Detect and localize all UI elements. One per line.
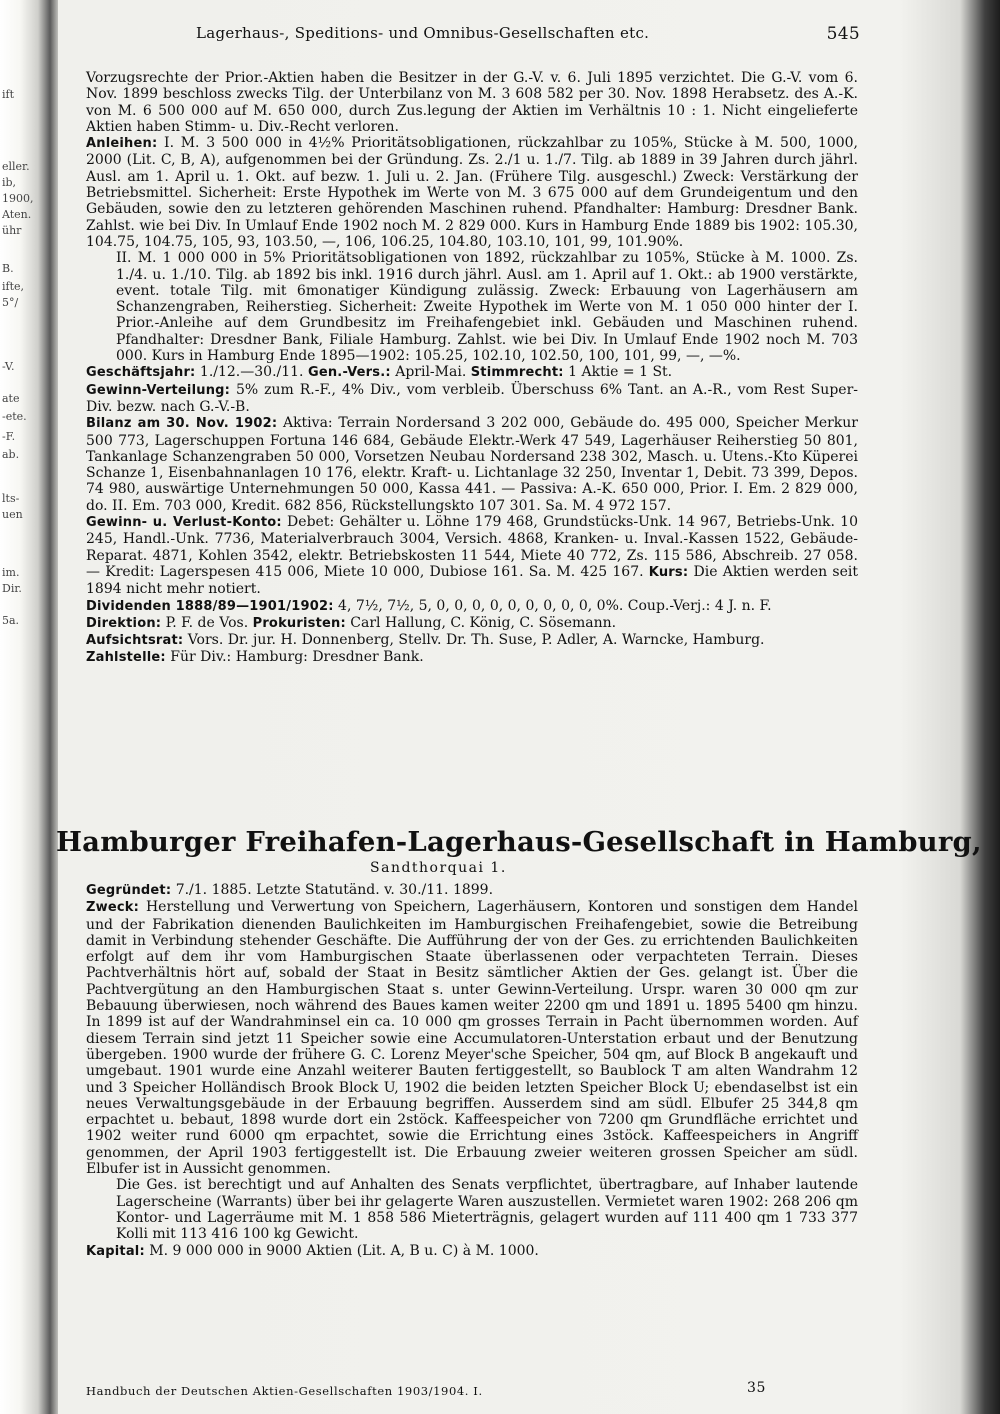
signature-mark: 35 [746, 1380, 766, 1396]
running-title: Lagerhaus-, Speditions- und Omnibus-Gesellschaften etc. [196, 24, 650, 42]
label-zweck: Zweck: [86, 900, 140, 916]
paragraph-vorzugsrechte: Vorzugsrechte der Prior.-Aktien haben die Besitzer in der G.-V. v. 6. Juli 1895 verzichtet. Die G.-V. vom 6. Nov. 1899 beschloss zwecks Tilg. der Unterbilanz von M. 3 608 582 per 30. Nov. 1898 Herabsetz. des A.-K. von M. 6 500 000 auf M. 650 000, durch Zus.legung der Aktien im Verhältnis 10 : 1. Nicht eingelieferte Aktien haben Stimm- u. Div.-Recht verloren. [86, 70, 858, 135]
label-kapital: Kapital: [86, 1243, 145, 1259]
label-zahlstelle: Zahlstelle: [86, 650, 166, 666]
paragraph-kapital: Kapital: M. 9 000 000 in 9000 Aktien (Lit. A, B u. C) à M. 1000. [86, 1242, 539, 1259]
gutter-fragment: ift [2, 88, 15, 101]
label-geschaeftsjahr: Geschäftsjahr: [86, 365, 196, 381]
label-bilanz: Bilanz am 30. Nov. 1902: [86, 416, 278, 432]
page-footer [86, 1380, 766, 1400]
footer-reference: Handbuch der Deutschen Aktien-Gesellschaften 1903/1904. I. [86, 1384, 483, 1398]
paragraph-aufsichtsrat: Aufsichtsrat: Vors. Dr. jur. H. Donnenberg, Stellv. Dr. Th. Suse, P. Adler, A. Warncke, Hamburg. [86, 632, 765, 649]
paragraph-gegruendet: Gegründet: 7./1. 1885. Letzte Statutänd. v. 30./11. 1899. [86, 882, 494, 898]
label-aufsichtsrat: Aufsichtsrat: [86, 633, 184, 649]
paragraph-anleihe-ii: II. M. 1 000 000 in 5% Prioritätsobligationen von 1892, rückzahlbar zu 105%, Stücke à M. 1000. Zs. 1./4. u. 1./10. Tilg. ab 1892 bis inkl. 1916 durch jährl. Ausl. am 1. April auf 1. Okt.: ab 1900 verstärkte, event. totale Tilg. mit 6monatiger Kündigung zulässig. Zweck: Erbauung von Lagerhäusern am Schanzengraben, Reiherstieg. Sicherheit: Zweite Hypothek im Werte von M. 1 050 000 hinter der I. Prior.-Anleihe auf dem Grundbesitz im Freihafengebiet inkl. Gebäuden und Maschinen ruhend. Pfandhalter: Dresdner Bank, Filiale Hamburg. Zahlst. wie bei Div. In Umlauf Ende 1902 noch M. 703 000. Kurs in Hamburg Ende 1895—1902: 105.25, 102.10, 102.50, 100, 101, 99, —, —%. [116, 250, 858, 365]
paragraph-gewinn-verlust: Gewinn- u. Verlust-Konto: Debet: Gehälter u. Löhne 179 468, Grundstücks-Unk. 14 967, Betriebs-Unk. 10 245, Handl.-Unk. 7736, Materialverbrauch 3004, Versich. 4868, Kranken- u. Inval.-Kassen 1522, Gebäude-Reparat. 4871, Kohlen 3542, elektr. Betriebskosten 11 544, Miete 40 772, Zs. 115 586, Abschreib. 27 058. — Kredit: Lagerspesen 415 006, Miete 10 000, Dubiose 161. Sa. M. 425 167. Kurs: Die Aktien werden seit 1894 nicht mehr notiert. [86, 514, 859, 598]
paragraph-bilanz: Bilanz am 30. Nov. 1902: Aktiva: Terrain Nordersand 3 202 000, Gebäude do. 495 000, Speicher Merkur 500 773, Lagerschuppen Fortuna 146 684, Gebäude Elektr.-Werk 47 549, Lagerhäuser Reiherstieg 50 801, Tankanlage Schanzengraben 50 000, Vorsetzen Neubau Nordersand 238 302, Masch. u. Utens.-Kto Küperei Schanze 1, Eisenbahnanlagen 10 176, elektr. Kraft- u. Lichtanlage 32 250, Inventar 1, Debit. 73 399, Depos. 74 980, auswärtige Unternehmungen 50 000, Kassa 441. — Passiva: A.-K. 650 000, Prior. I. Em. 2 829 000, do. II. Em. 703 000, Kredit. 682 856, Rückstellungskto 107 301. Sa. M. 4 972 157. [86, 415, 858, 514]
label-anleihen: Anleihen: [86, 136, 158, 152]
label-dividenden: Dividenden 1888/89—1901/1902: [86, 598, 334, 614]
label-stimmrecht: Stimmrecht: [470, 365, 564, 381]
running-header [100, 24, 860, 46]
gutter-fragment: -F. [2, 430, 16, 443]
gutter-fragment: 1900, [2, 192, 34, 205]
gutter-fragment: 5°/ [2, 296, 19, 309]
label-kurs: Kurs: [648, 564, 689, 580]
paragraph-zweck: Zweck: Herstellung und Verwertung von Speichern, Lagerhäusern, Kontoren und sonstigen dem Handel und der Fabrikation dienenden Baulichkeiten im Hamburgischen Freihafengebiet, sowie die Betreibung damit in Verbindung stehender Geschäfte. Die Aufführung der von der Ges. zu errichtenden Baulichkeiten erfolgt auf dem ihr vom Hamburgischen Staate überlassenen oder verpachteten Terrain. Dieses Pachtverhältnis hört auf, sobald der Staat in Besitz sämtlicher Aktien der Ges. gelangt ist. Über die Pachtvergütung an den Hamburgischen Staat s. unter Gewinn-Verteilung. Urspr. waren 30 000 qm zur Bebauung überwiesen, noch während des Baues kamen weiter 2200 qm und 1891 u. 1895 5400 qm hinzu. In 1899 ist auf der Wandrahminsel ein ca. 10 000 qm grosses Terrain in Pacht übernommen worden. Auf diesem Terrain sind jetzt 11 Speicher sowie eine Accumulatoren-Unterstation erbaut und der Benutzung übergeben. 1900 wurde der frühere G. C. Lorenz Meyer'sche Speicher, 504 qm, auf Block B angekauft und umgebaut. 1901 wurde eine Anzahl weiterer Bauten fertiggestellt, so Baublock T am alten Wandrahm 12 und 3 Speicher Holländisch Brook Block U, 1902 die beiden letzten Speicher Block U; ebendaselbst ist ein neues Verwaltungsgebäude in der Erbauung begriffen. Ausserdem sind am südl. Elbufer 25 344,8 qm erpachtet u. bebaut, 1898 wurde dort ein 2stöck. Kaffeespeicher von 7200 qm Grundfläche errichtet und 1902 weiter rund 6000 qm erpachtet, sowie die Errichtung eines 3stöck. Kaffeespeichers in Angriff genommen, der April 1903 fertiggestellt ist. Die Erbauung zweier weiteren grossen Speicher am südl. Elbufer ist in Aussicht genommen. [86, 899, 858, 1178]
previous-company-entry [86, 70, 858, 667]
gutter-fragment: 5a. [2, 614, 20, 627]
gutter-fragment: Aten. [2, 208, 32, 221]
gutter-fragment: ib, [2, 176, 17, 189]
label-gewinn-verteilung: Gewinn-Verteilung: [86, 382, 231, 398]
company-entry [86, 882, 858, 1260]
gutter-fragment: -ete. [2, 410, 27, 423]
gutter-fragment: ühr [2, 224, 22, 237]
gutter-fragment: eller. [2, 160, 30, 173]
gutter-fragment: Dir. [2, 582, 22, 595]
binding-gutter [0, 0, 58, 1414]
paragraph-geschaeftsjahr: Geschäftsjahr: 1./12.—30./11. Gen.-Vers.: April-Mai. Stimmrecht: 1 Aktie = 1 St. [86, 364, 673, 381]
gutter-fragment: ate [2, 392, 20, 405]
paragraph-dividenden: Dividenden 1888/89—1901/1902: 4, 7½, 7½, 5, 0, 0, 0, 0, 0, 0, 0, 0, 0, 0%. Coup.-Verj.: 4 J. n. F. [86, 597, 772, 614]
paragraph-warrants: Die Ges. ist berechtigt und auf Anhalten des Senats verpflichtet, übertragbare, auf Inhaber lautende Lagerscheine (Warrants) über bei ihr gelagerte Waren auszustellen. Vermietet waren 1902: 268 206 qm Kontor- und Lagerräume mit M. 1 858 586 Mieterträgnis, gelagert wurden auf 111 400 qm 1 733 377 Kolli mit 113 416 100 kg Gewicht. [116, 1177, 858, 1243]
paragraph-anleihen: Anleihen: I. M. 3 500 000 in 4½% Prioritätsobligationen, rückzahlbar zu 105%, Stücke à M. 500, 1000, 2000 (Lit. C, B, A), aufgenommen bei der Gründung. Zs. 2./1 u. 1./7. Tilg. ab 1889 in 39 Jahren durch jährl. Ausl. am 1. April u. 1. Okt. auf bezw. 1. Juli u. 2. Jan. (Frühere Tilg. ausgeschl.) Zweck: Verstärkung der Betriebsmittel. Sicherheit: Erste Hypothek im Werte von M. 3 675 000 auf dem Grundeigentum und den Gebäuden, sowie den zu letzteren gehörenden Maschinen ruhend. Pfandhalter: Hamburg: Dresdner Bank. Zahlst. wie bei Div. In Umlauf Ende 1902 noch M. 2 829 000. Kurs in Hamburg Ende 1889 bis 1902: 105.30, 104.75, 104.75, 105, 93, 103.50, —, 106, 106.25, 104.80, 103.10, 101, 99, 101.90%. [86, 135, 858, 250]
gutter-fragment: im. [2, 566, 20, 579]
gutter-fragment: -V. [2, 360, 15, 373]
page-number: 545 [826, 24, 860, 44]
label-prokuristen: Prokuristen: [252, 615, 346, 631]
company-heading: Hamburger Freihafen-Lagerhaus-Gesellschaft in Hamburg, [56, 826, 982, 858]
paragraph-zahlstelle: Zahlstelle: Für Div.: Hamburg: Dresdner Bank. [86, 649, 424, 666]
paragraph-gewinn-verteilung: Gewinn-Verteilung: 5% zum R.-F., 4% Div., vom verbleib. Überschuss 6% Tant. an A.-R., vom Rest Super-Div. bezw. nach G.-V.-B. [86, 381, 858, 415]
gutter-fragment: ifte, [2, 280, 25, 293]
label-gen-vers: Gen.-Vers.: [307, 365, 391, 381]
paragraph-direktion: Direktion: P. F. de Vos. Prokuristen: Carl Hallung, C. König, C. Sösemann. [86, 614, 617, 631]
company-address: Sandthorquai 1. [370, 860, 507, 876]
label-gegruendet: Gegründet: [86, 883, 172, 898]
gutter-fragment: B. [2, 262, 14, 275]
gutter-fragment: lts- [2, 492, 20, 505]
gutter-fragment: ab. [2, 448, 20, 461]
gutter-fragment: uen [2, 508, 23, 521]
label-direktion: Direktion: [86, 615, 162, 631]
label-gewinn-verlust: Gewinn- u. Verlust-Konto: [86, 515, 282, 531]
